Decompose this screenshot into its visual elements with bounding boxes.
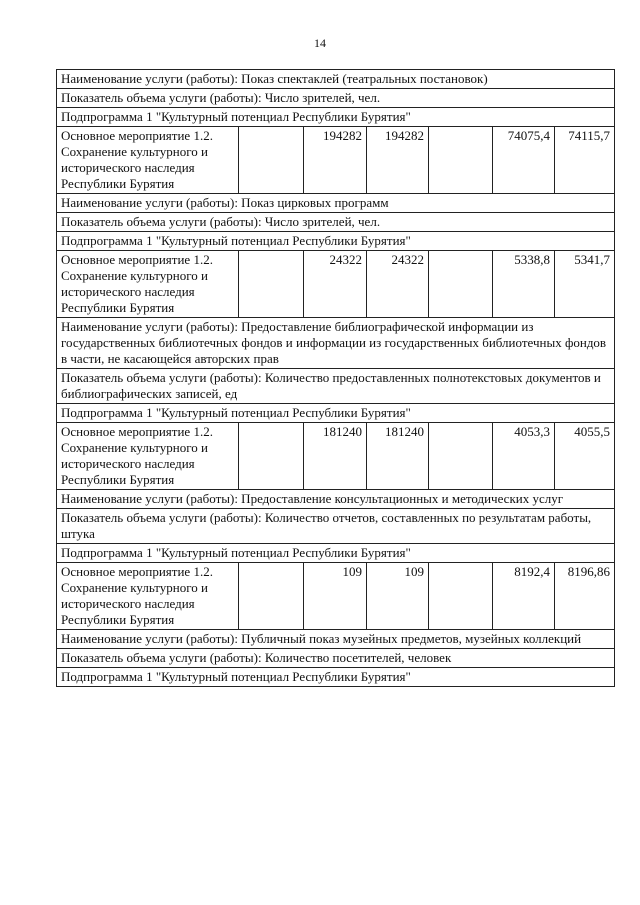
- activity-row: [57, 563, 615, 630]
- activity-name: Основное мероприятие 1.2. Сохранение культурного и исторического наследия Республики Бурятия: [57, 127, 239, 194]
- value-cell: [429, 563, 493, 630]
- value-cell: 181240: [304, 423, 367, 490]
- page-number: 14: [314, 36, 326, 50]
- value-cell: 24322: [304, 251, 367, 318]
- value-cell: [429, 127, 493, 194]
- subprogram-row: [57, 108, 615, 127]
- service-row: [57, 318, 615, 369]
- service-row: [57, 490, 615, 509]
- subprogram-row: [57, 668, 615, 687]
- value-cell: 5341,7: [555, 251, 615, 318]
- subprogram-name: Подпрограмма 1 "Культурный потенциал Республики Бурятия": [57, 668, 615, 687]
- activity-name: Основное мероприятие 1.2. Сохранение культурного и исторического наследия Республики Бурятия: [57, 251, 239, 318]
- service-row: [57, 194, 615, 213]
- services-table: [56, 69, 615, 687]
- service-row: [57, 70, 615, 89]
- indicator-name: Показатель объема услуги (работы): Количество отчетов, составленных по результатам работы, штука: [57, 509, 615, 544]
- value-cell: 181240: [367, 423, 429, 490]
- service-name: Наименование услуги (работы): Показ спектаклей (театральных постановок): [57, 70, 615, 89]
- value-cell: 8192,4: [493, 563, 555, 630]
- value-cell: [429, 423, 493, 490]
- value-cell: 194282: [304, 127, 367, 194]
- service-name: Наименование услуги (работы): Предоставление библиографической информации из государственных библиотечных фондов и информации из государственных библиотечных фондов в части, не касающейся авторских прав: [57, 318, 615, 369]
- subprogram-row: [57, 544, 615, 563]
- indicator-row: [57, 369, 615, 404]
- subprogram-name: Подпрограмма 1 "Культурный потенциал Республики Бурятия": [57, 544, 615, 563]
- subprogram-name: Подпрограмма 1 "Культурный потенциал Республики Бурятия": [57, 232, 615, 251]
- value-cell: 8196,86: [555, 563, 615, 630]
- value-cell: [239, 423, 304, 490]
- indicator-row: [57, 213, 615, 232]
- subprogram-name: Подпрограмма 1 "Культурный потенциал Республики Бурятия": [57, 108, 615, 127]
- indicator-row: [57, 649, 615, 668]
- value-cell: [239, 563, 304, 630]
- service-name: Наименование услуги (работы): Предоставление консультационных и методических услуг: [57, 490, 615, 509]
- service-name: Наименование услуги (работы): Публичный показ музейных предметов, музейных коллекций: [57, 630, 615, 649]
- activity-name: Основное мероприятие 1.2. Сохранение культурного и исторического наследия Республики Бурятия: [57, 563, 239, 630]
- value-cell: 74075,4: [493, 127, 555, 194]
- subprogram-row: [57, 404, 615, 423]
- value-cell: 74115,7: [555, 127, 615, 194]
- value-cell: 4055,5: [555, 423, 615, 490]
- subprogram-row: [57, 232, 615, 251]
- service-name: Наименование услуги (работы): Показ цирковых программ: [57, 194, 615, 213]
- value-cell: 109: [304, 563, 367, 630]
- value-cell: 5338,8: [493, 251, 555, 318]
- value-cell: 109: [367, 563, 429, 630]
- value-cell: [239, 251, 304, 318]
- value-cell: 24322: [367, 251, 429, 318]
- activity-row: [57, 251, 615, 318]
- indicator-name: Показатель объема услуги (работы): Число зрителей, чел.: [57, 89, 615, 108]
- activity-name: Основное мероприятие 1.2. Сохранение культурного и исторического наследия Республики Бурятия: [57, 423, 239, 490]
- indicator-name: Показатель объема услуги (работы): Количество посетителей, человек: [57, 649, 615, 668]
- subprogram-name: Подпрограмма 1 "Культурный потенциал Республики Бурятия": [57, 404, 615, 423]
- service-row: [57, 630, 615, 649]
- activity-row: [57, 127, 615, 194]
- value-cell: [239, 127, 304, 194]
- value-cell: 4053,3: [493, 423, 555, 490]
- indicator-name: Показатель объема услуги (работы): Число зрителей, чел.: [57, 213, 615, 232]
- value-cell: [429, 251, 493, 318]
- indicator-row: [57, 89, 615, 108]
- indicator-name: Показатель объема услуги (работы): Количество предоставленных полнотекстовых документов и библиографических записей, ед: [57, 369, 615, 404]
- activity-row: [57, 423, 615, 490]
- indicator-row: [57, 509, 615, 544]
- value-cell: 194282: [367, 127, 429, 194]
